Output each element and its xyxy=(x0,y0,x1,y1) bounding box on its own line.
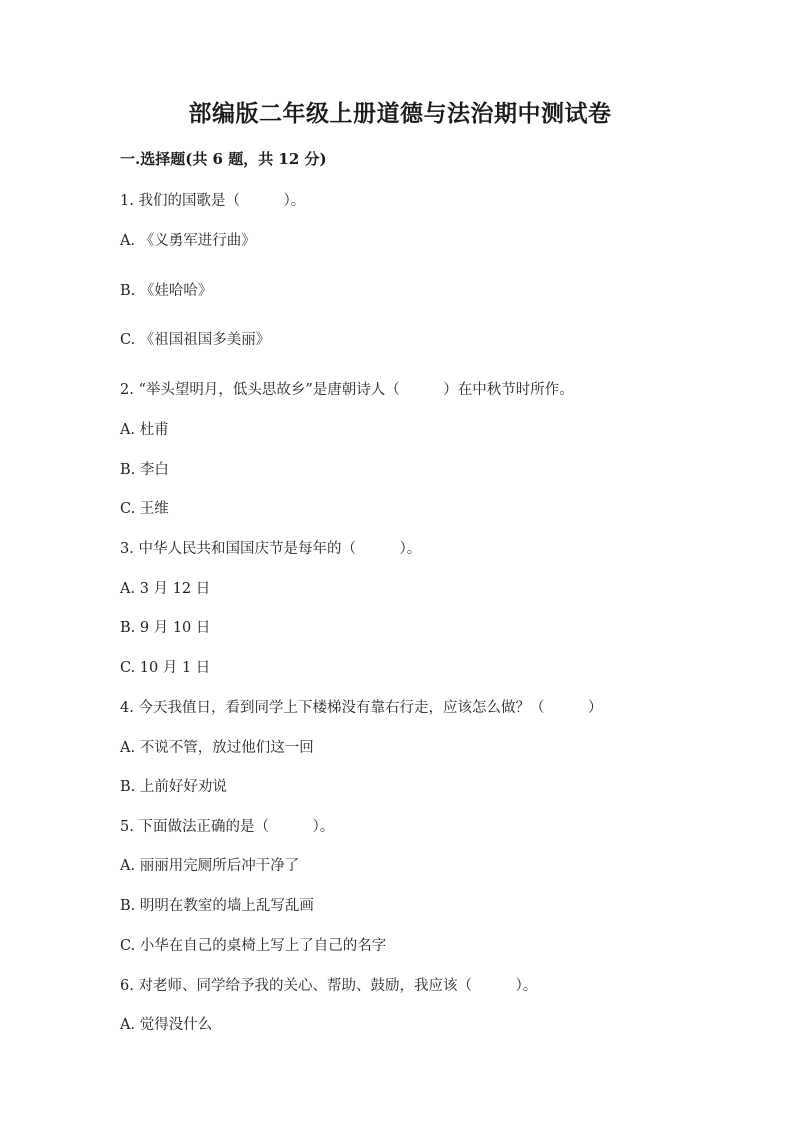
question-1-option-a: A. 《义勇军进行曲》 xyxy=(120,233,256,249)
question-1-option-b: B. 《娃哈哈》 xyxy=(120,283,213,299)
question-5-option-c: C. 小华在自己的桌椅上写上了自己的名字 xyxy=(120,938,387,954)
question-3-stem: 3. 中华人民共和国国庆节是每年的（ ）。 xyxy=(120,541,422,557)
question-1-stem: 1. 我们的国歌是（ ）。 xyxy=(120,193,306,209)
question-6-option-a: A. 觉得没什么 xyxy=(120,1017,213,1033)
question-2-option-b: B. 李白 xyxy=(120,462,169,478)
page-title: 部编版二年级上册道德与法治期中测试卷 xyxy=(188,100,612,127)
question-4-option-b: B. 上前好好劝说 xyxy=(120,779,227,795)
question-4-stem: 4. 今天我值日，看到同学上下楼梯没有靠右行走，应该怎么做？（ ） xyxy=(120,700,603,716)
question-5-option-b: B. 明明在教室的墙上乱写乱画 xyxy=(120,898,314,914)
question-2-option-a: A. 杜甫 xyxy=(120,422,169,438)
section-heading: 一.选择题(共 6 题，共 12 分) xyxy=(120,150,327,168)
question-4-option-a: A. 不说不管，放过他们这一回 xyxy=(120,740,314,756)
question-1-option-c: C. 《祖国祖国多美丽》 xyxy=(120,332,271,348)
question-5-option-a: A. 丽丽用完厕所后冲干净了 xyxy=(120,858,300,874)
question-3-option-c: C. 10 月 1 日 xyxy=(120,660,211,676)
question-3-option-a: A. 3 月 12 日 xyxy=(120,581,211,597)
question-6-stem: 6. 对老师、同学给予我的关心、帮助、鼓励，我应该（ ）。 xyxy=(120,978,538,994)
question-2-stem: 2. “举头望明月，低头思故乡”是唐朝诗人（ ）在中秋节时所作。 xyxy=(120,382,574,398)
question-5-stem: 5. 下面做法正确的是（ ）。 xyxy=(120,819,335,835)
question-2-option-c: C. 王维 xyxy=(120,501,169,517)
question-3-option-b: B. 9 月 10 日 xyxy=(120,620,211,636)
